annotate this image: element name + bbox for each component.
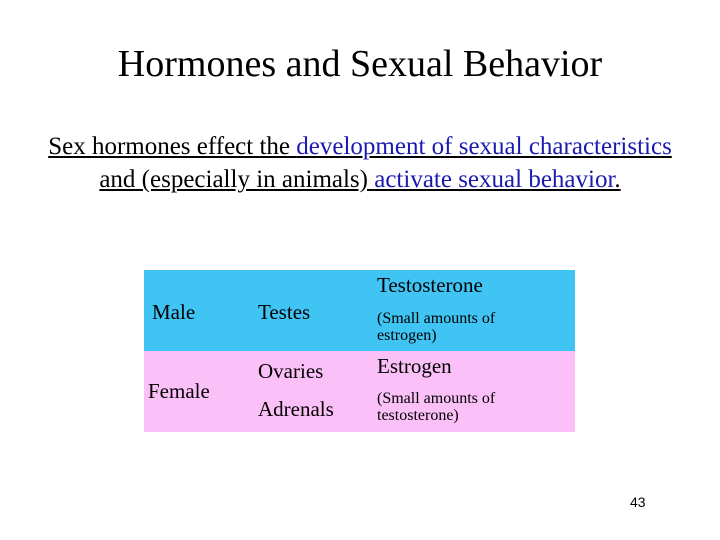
male-note-line-1: (Small amounts of	[377, 310, 496, 327]
body-text-1: Sex hormones effect the	[48, 133, 297, 160]
male-hormone-note	[377, 310, 495, 344]
gland-adrenals: Adrenals	[258, 397, 334, 421]
gland-ovaries: Ovaries	[258, 359, 324, 383]
gland-testes: Testes	[258, 300, 311, 324]
male-note-line-2: estrogen)	[377, 327, 437, 344]
table-row-male	[144, 270, 575, 351]
female-note-line-1: (Small amounts of	[377, 390, 496, 407]
body-text-3: .	[614, 166, 621, 193]
female-note-line-2: testosterone)	[377, 407, 459, 424]
sex-female: Female	[148, 379, 210, 403]
table-row-female	[144, 351, 575, 432]
body-paragraph	[40, 130, 680, 196]
page-number: 43	[630, 494, 646, 510]
hormone-estrogen: Estrogen	[377, 354, 452, 378]
sex-male: Male	[152, 300, 196, 324]
highlight-development: development of sexual characteristics	[296, 133, 672, 160]
highlight-activate: activate sexual behavior	[374, 166, 615, 193]
hormone-testosterone: Testosterone	[377, 273, 483, 297]
hormone-table	[144, 270, 575, 432]
female-hormone-note	[377, 390, 495, 424]
slide-title: Hormones and Sexual Behavior	[117, 43, 603, 85]
body-text-2: and (especially in animals)	[99, 166, 375, 193]
